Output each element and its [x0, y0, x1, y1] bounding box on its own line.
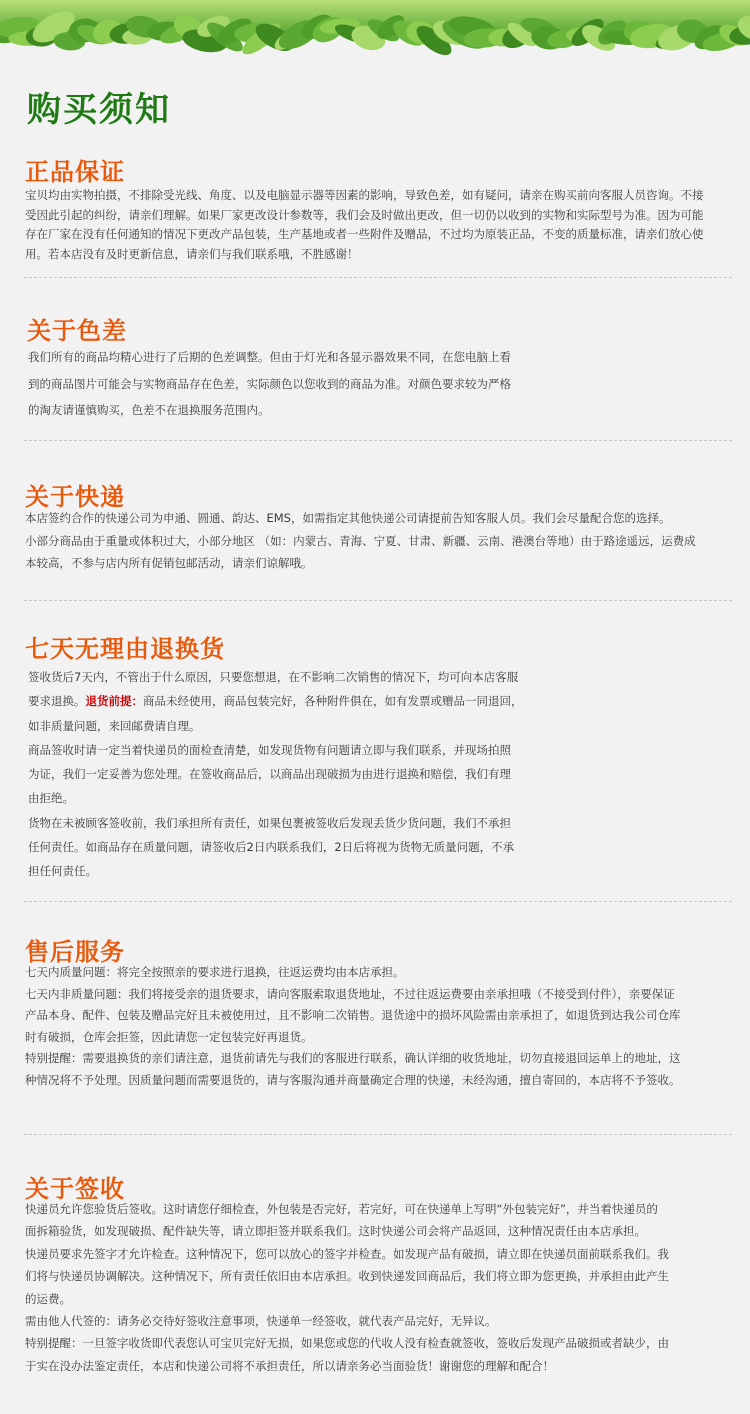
divider	[24, 1134, 732, 1135]
text-line: 于实在没办法鉴定责任，本店和快递公司将不承担责任，所以请亲务必当面验货！谢谢您的理解和配合！	[25, 1358, 554, 1373]
text-line: 快递员要求先签字才允许检查。这种情况下，您可以放心的签字并检查。如发现产品有破损，请立即在快递员面前联系我们。我	[25, 1246, 669, 1261]
text-segment: 商品未经使用，商品包装完好，各种附件俱在，如有发票或赠品一同退回，	[143, 694, 523, 709]
divider	[24, 277, 732, 278]
divider	[24, 440, 732, 441]
section-body-after-sales	[25, 962, 681, 1092]
leaf-banner	[0, 0, 750, 60]
text-line: 签收货后7天内，不管出于什么原因，只要您想退，在不影响二次销售的情况下，均可向本店客服	[28, 670, 519, 684]
text-segment: 要求退换。	[28, 694, 86, 709]
text-line: 为证，我们一定妥善为您处理。在签收商品后，以商品出现破损为由进行退换和赔偿，我们有理	[28, 767, 511, 782]
section-title-color-difference: 关于色差	[27, 317, 127, 345]
text-line: 如非质量问题，来回邮费请自理。	[28, 718, 201, 733]
text-line: 七天内非质量问题：我们将接受亲的退货要求，请向客服索取退货地址，不过往返运费要由亲承担哦（不接受到付件），亲要保证	[25, 986, 675, 1001]
divider	[24, 600, 732, 601]
text-line: 货物在未被顾客签收前，我们承担所有责任，如果包裹被签收后发现丢货少货问题，我们不承担	[28, 815, 511, 830]
text-line: 受因此引起的纠纷，请亲们理解。如果厂家更改设计参数等，我们会及时做出更改，但一切仍以收到的实物和实际型号为准。因为可能	[25, 207, 704, 222]
section-title-delivery: 关于快递	[25, 483, 125, 511]
text-line: 存在厂家在没有任何通知的情况下更改产品包装，生产基地或者一些附件及赠品，不过均为原装正品，不变的质量标准，请亲们放心使	[25, 227, 704, 241]
text-line: 面拆箱验货，如发现破损、配件缺失等，请立即拒签并联系我们。这时快递公司会将产品返回，这种情况责任由本店承担。	[25, 1224, 646, 1239]
section-body-signing	[25, 1198, 669, 1377]
text-line: 时有破损，仓库会拒签，因此请您一定包装完好再退货。	[25, 1029, 313, 1044]
text-line: 小部分商品由于重量或体积过大，小部分地区 （如：内蒙古、青海、宁夏、甘肃、新疆、云南、港澳台等地）由于路途遥远，运费成	[25, 533, 696, 548]
divider	[24, 901, 732, 902]
text-line: 宝贝均由实物拍摄，不排除受光线、角度、以及电脑显示器等因素的影响，导致色差，如有疑问，请亲在购买前向客服人员咨询。不接	[25, 188, 704, 202]
text-line: 特别提醒：一旦签字收货即代表您认可宝贝完好无损，如果您或您的代收人没有检查就签收，签收后发现产品破损或者缺少，由	[25, 1336, 669, 1351]
text-line: 们将与快递员协调解决。这种情况下，所有责任依旧由本店承担。收到快递发回商品后，我们将立即为您更换，并承担由此产生	[25, 1269, 669, 1284]
section-body-delivery	[25, 507, 696, 575]
return-condition-highlight: 退货前提：	[85, 694, 143, 709]
text-line: 用。若本店没有及时更新信息，请亲们与我们联系哦，不胜感谢！	[25, 246, 359, 261]
section-body-authentic	[25, 186, 704, 264]
text-line: 特别提醒：需要退换货的亲们请注意，退货前请先与我们的客服进行联系，确认详细的收货地址，切勿直接退回运单上的地址，这	[25, 1051, 681, 1066]
text-line: 本店签约合作的快递公司为申通、圆通、韵达、EMS，如需指定其他快递公司请提前告知客服人员。我们会尽量配合您的选择。	[25, 511, 671, 525]
section-title-after-sales: 售后服务	[25, 938, 125, 966]
section-body-color-difference	[28, 344, 511, 424]
text-line: 快递员允许您验货后签收。这时请您仔细检查，外包装是否完好，若完好，可在快递单上写明“外包装完好”，并当着快递员的	[25, 1202, 658, 1216]
text-line: 产品本身、配件、包装及赠品完好且未被使用过，且不影响二次销售。退货途中的损坏风险需由亲承担了，如退货到达我公司仓库	[25, 1008, 681, 1023]
text-line: 需由他人代签的：请务必交待好签收注意事项，快递单一经签收，就代表产品完好，无异议。	[25, 1314, 497, 1329]
section-title-returns: 七天无理由退换货	[25, 635, 225, 663]
text-line: 商品签收时请一定当着快递员的面检查清楚，如发现货物有问题请立即与我们联系，并现场拍照	[28, 742, 511, 757]
page-title: 购买须知	[27, 90, 171, 130]
text-line: 的淘友请谨慎购买，色差不在退换服务范围内。	[28, 403, 270, 417]
text-line: 由拒绝。	[28, 791, 74, 806]
text-line: 七天内质量问题：将完全按照亲的要求进行退换，往返运费均由本店承担。	[25, 965, 405, 979]
section-body-returns	[28, 665, 523, 884]
text-line	[28, 689, 523, 713]
text-line: 到的商品图片可能会与实物商品存在色差，实际颜色以您收到的商品为准。对颜色要求较为严格	[28, 376, 511, 391]
text-line: 担任何责任。	[28, 864, 97, 879]
section-title-signing: 关于签收	[25, 1175, 125, 1203]
text-line: 的运费。	[25, 1291, 71, 1306]
text-line: 本较高，不参与店内所有促销包邮活动，请亲们谅解哦。	[25, 556, 313, 570]
leaf-border-icon	[0, 0, 750, 60]
text-line: 种情况将不予处理。因质量问题而需要退货的，请与客服沟通并商量确定合理的快递，未经沟通，擅自寄回的，本店将不予签收。	[25, 1072, 681, 1087]
text-line: 我们所有的商品均精心进行了后期的色差调整。但由于灯光和各显示器效果不同，在您电脑上看	[28, 350, 511, 364]
section-title-authentic: 正品保证	[25, 158, 125, 186]
text-line: 任何责任。如商品存在质量问题，请签收后2日内联系我们，2日后将视为货物无质量问题，不承	[28, 840, 515, 855]
